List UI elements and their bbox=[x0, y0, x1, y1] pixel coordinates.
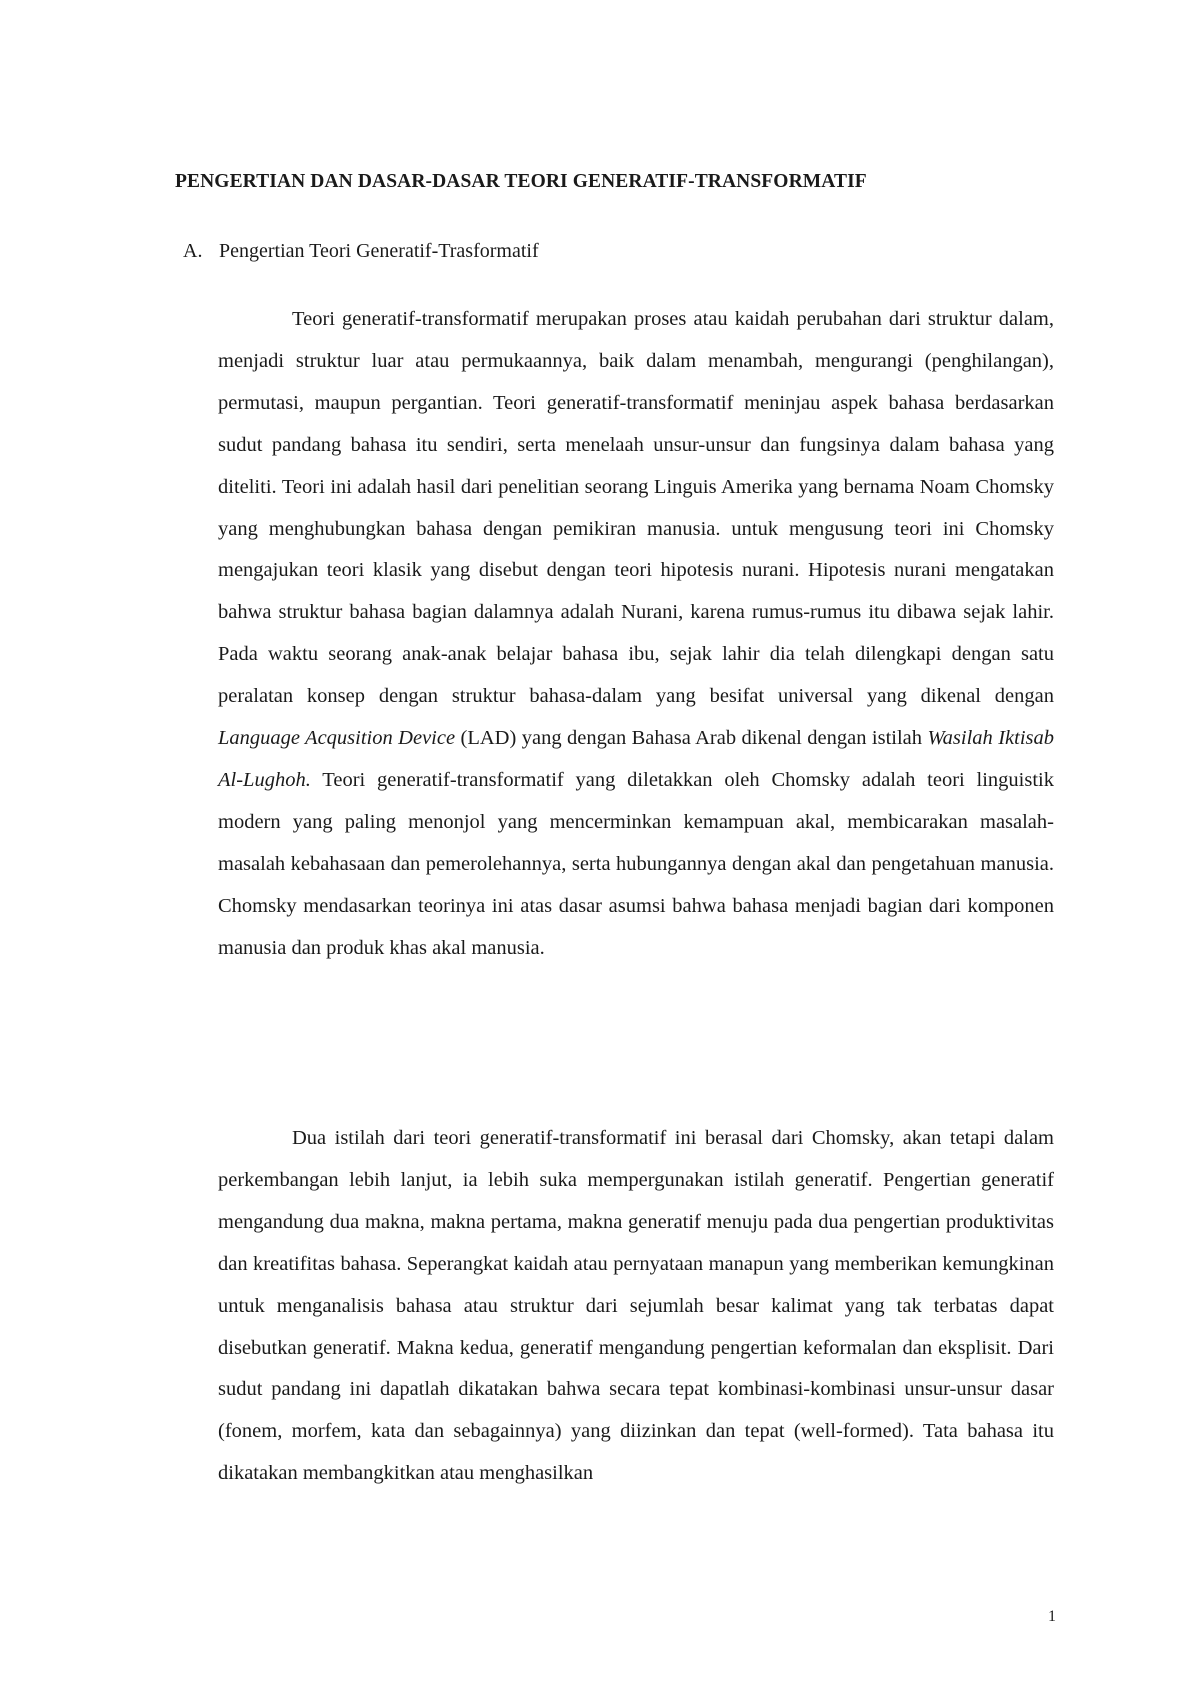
paragraph-2: Dua istilah dari teori generatif-transformatif ini berasal dari Chomsky, akan tetapi dalam perkembangan lebih lanjut, ia lebih suka mempergunakan istilah generatif. Pengertian generatif mengandung dua makna, makna pertama, makna generatif menuju pada dua pengertian produktivitas dan kreatifitas bahasa. Seperangkat kaidah atau pernyataan manapun yang memberikan kemungkinan untuk menganalisis bahasa atau struktur dari sejumlah besar kalimat yang tak terbatas dapat disebutkan generatif. Makna kedua, generatif mengandung pengertian keformalan dan eksplisit. Dari sudut pandang ini dapatlah dikatakan bahwa secara tepat kombinasi-kombinasi unsur-unsur dasar (fonem, morfem, kata dan sebagainnya) yang diizinkan dan tepat (well-formed). Tata bahasa itu dikatakan membangkitkan atau menghasilkan bbox=[218, 1127, 1054, 1485]
document-title: PENGERTIAN DAN DASAR-DASAR TEORI GENERATIF-TRANSFORMATIF bbox=[175, 171, 867, 192]
italic-term-lad: Language Acqusition Device bbox=[218, 727, 456, 750]
section-heading bbox=[183, 240, 539, 263]
italic-term-wasilah: Wasilah Iktisab Al-Lughoh. bbox=[218, 727, 1055, 791]
section-heading-text: Pengertian Teori Generatif-Trasformatif bbox=[219, 240, 539, 262]
paragraph-1-part-3: Teori generatif-transformatif yang diletakkan oleh Chomsky adalah teori linguistik modern yang paling menonjol yang mencerminkan kemampuan akal, membicarakan masalah-masalah kebahasaan dan pemerolehannya, serta hubungannya dengan akal dan pengetahuan manusia. Chomsky mendasarkan teorinya ini atas dasar asumsi bahwa bahasa menjadi bagian dari komponen manusia dan produk khas akal manusia. bbox=[218, 768, 1054, 959]
paragraph-1-part-2: (LAD) yang dengan Bahasa Arab dikenal dengan istilah bbox=[455, 727, 928, 750]
paragraph-1 bbox=[218, 299, 1054, 970]
section-marker: A. bbox=[183, 240, 203, 262]
paragraph-1-part-1: Teori generatif-transformatif merupakan proses atau kaidah perubahan dari struktur dalam, menjadi struktur luar atau permukaannya, baik dalam menambah, mengurangi (penghilangan), permutasi, maupun pergantian. Teori generatif-transformatif meninjau aspek bahasa berdasarkan sudut pandang bahasa itu sendiri, serta menelaah unsur-unsur dan fungsinya dalam bahasa yang diteliti. Teori ini adalah hasil dari penelitian seorang Linguis Amerika yang bernama Noam Chomsky yang menghubungkan bahasa dengan pemikiran manusia. untuk mengusung teori ini Chomsky mengajukan teori klasik yang disebut dengan teori hipotesis nurani. Hipotesis nurani mengatakan bahwa struktur bahasa bagian dalamnya adalah Nurani, karena rumus-rumus itu dibawa sejak lahir. Pada waktu seorang anak-anak belajar bahasa ibu, sejak lahir dia telah dilengkapi dengan satu peralatan konsep dengan struktur bahasa-dalam yang besifat universal yang dikenal dengan bbox=[218, 308, 1054, 708]
page-number: 1 bbox=[1048, 1608, 1056, 1625]
